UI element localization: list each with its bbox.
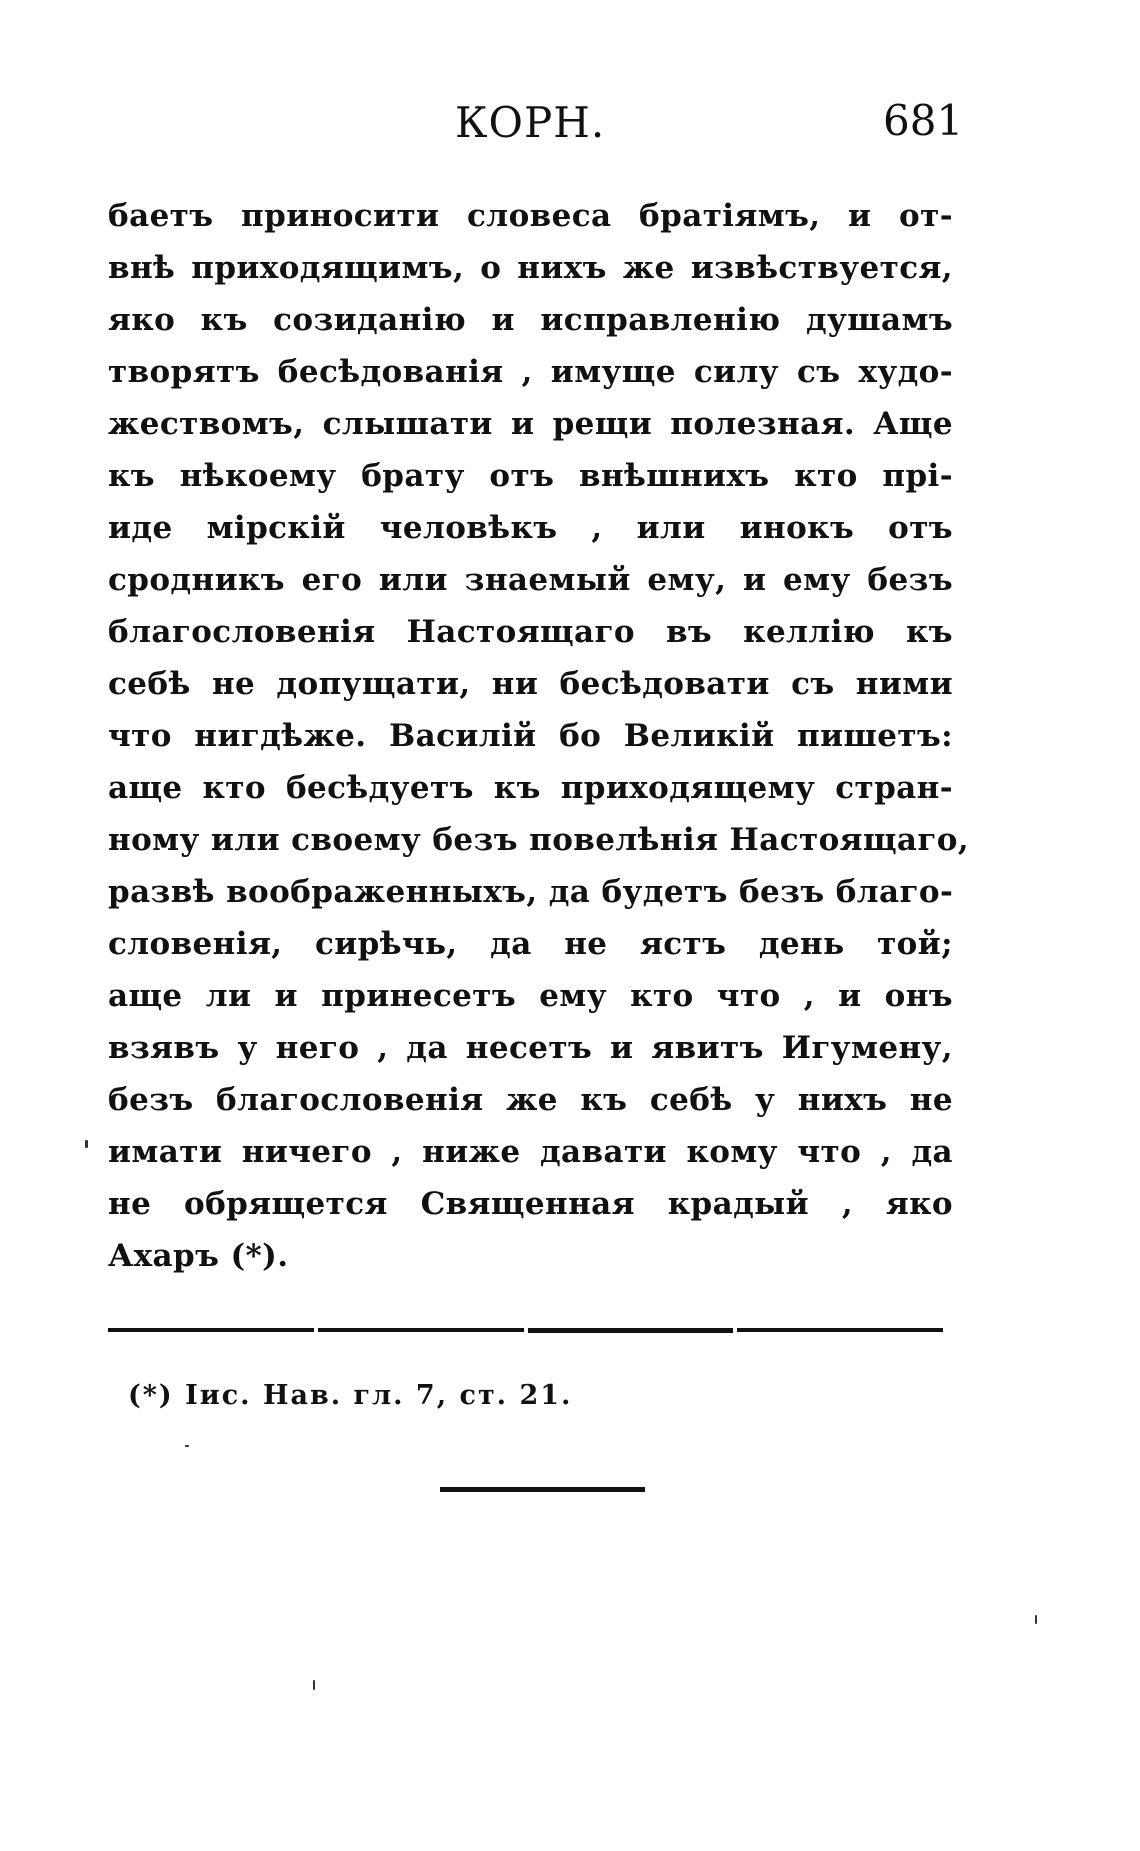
body-text — [108, 190, 970, 1282]
end-ornament-rule — [440, 1487, 645, 1492]
ink-speck — [313, 1680, 315, 1690]
ink-speck — [185, 1445, 189, 1447]
text-line: внѣ приходящимъ, о нихъ же извѣствуется, — [108, 250, 953, 286]
text-line: баетъ приносити словеса братiямъ, и от- — [108, 198, 953, 234]
text-line: себѣ не допущати, ни бесѣдовати съ ними — [108, 666, 953, 702]
text-line: иде мiрскiй человѣкъ , или инокъ отъ — [108, 510, 953, 546]
text-line: имати ничего , ниже давати кому что , да — [108, 1134, 953, 1170]
footnote: (*) Iис. Нав. гл. 7, ст. 21. — [128, 1380, 573, 1411]
rule-segment — [528, 1328, 734, 1333]
text-line: благословенiя Настоящаго въ келлiю къ — [108, 614, 953, 650]
text-line: что нигдѣже. Василiй бо Великiй пишетъ: — [108, 718, 953, 754]
text-line: развѣ воображенныхъ, да будетъ безъ благо- — [108, 874, 954, 910]
text-line: жествомъ, слышати и рещи полезная. Аще — [108, 406, 953, 442]
text-line: яко къ созиданiю и исправленiю душамъ — [108, 302, 953, 338]
text-line: аще ли и принесетъ ему кто что , и онъ — [108, 978, 953, 1014]
ink-speck — [85, 1140, 88, 1148]
text-line: творятъ бесѣдованiя , имуще силу съ худо- — [108, 354, 953, 390]
text-line: сродникъ его или знаемый ему, и ему безъ — [108, 562, 953, 598]
text-line: не обрящется Священная крадый , яко — [108, 1186, 953, 1222]
footnote-separator-rule — [108, 1328, 943, 1336]
rule-segment — [737, 1328, 943, 1332]
text-line: ному или своему безъ повелѣнiя Настоящаго, — [108, 822, 970, 858]
page-number: 681 — [883, 96, 964, 145]
rule-segment — [318, 1328, 524, 1332]
text-line: взявъ у него , да несетъ и явитъ Игумену, — [108, 1030, 953, 1066]
text-line: словенiя, сирѣчь, да не ястъ день той; — [108, 926, 953, 962]
text-line: аще кто бесѣдуетъ къ приходящему стран- — [108, 770, 953, 806]
rule-segment — [108, 1328, 314, 1332]
ink-speck — [1035, 1615, 1037, 1624]
text-line-last: Ахаръ (*). — [108, 1238, 289, 1274]
text-line: къ нѣкоему брату отъ внѣшнихъ кто прi- — [108, 458, 953, 494]
running-head: КОРН. — [455, 98, 606, 147]
text-line: безъ благословенiя же къ себѣ у нихъ не — [108, 1082, 953, 1118]
